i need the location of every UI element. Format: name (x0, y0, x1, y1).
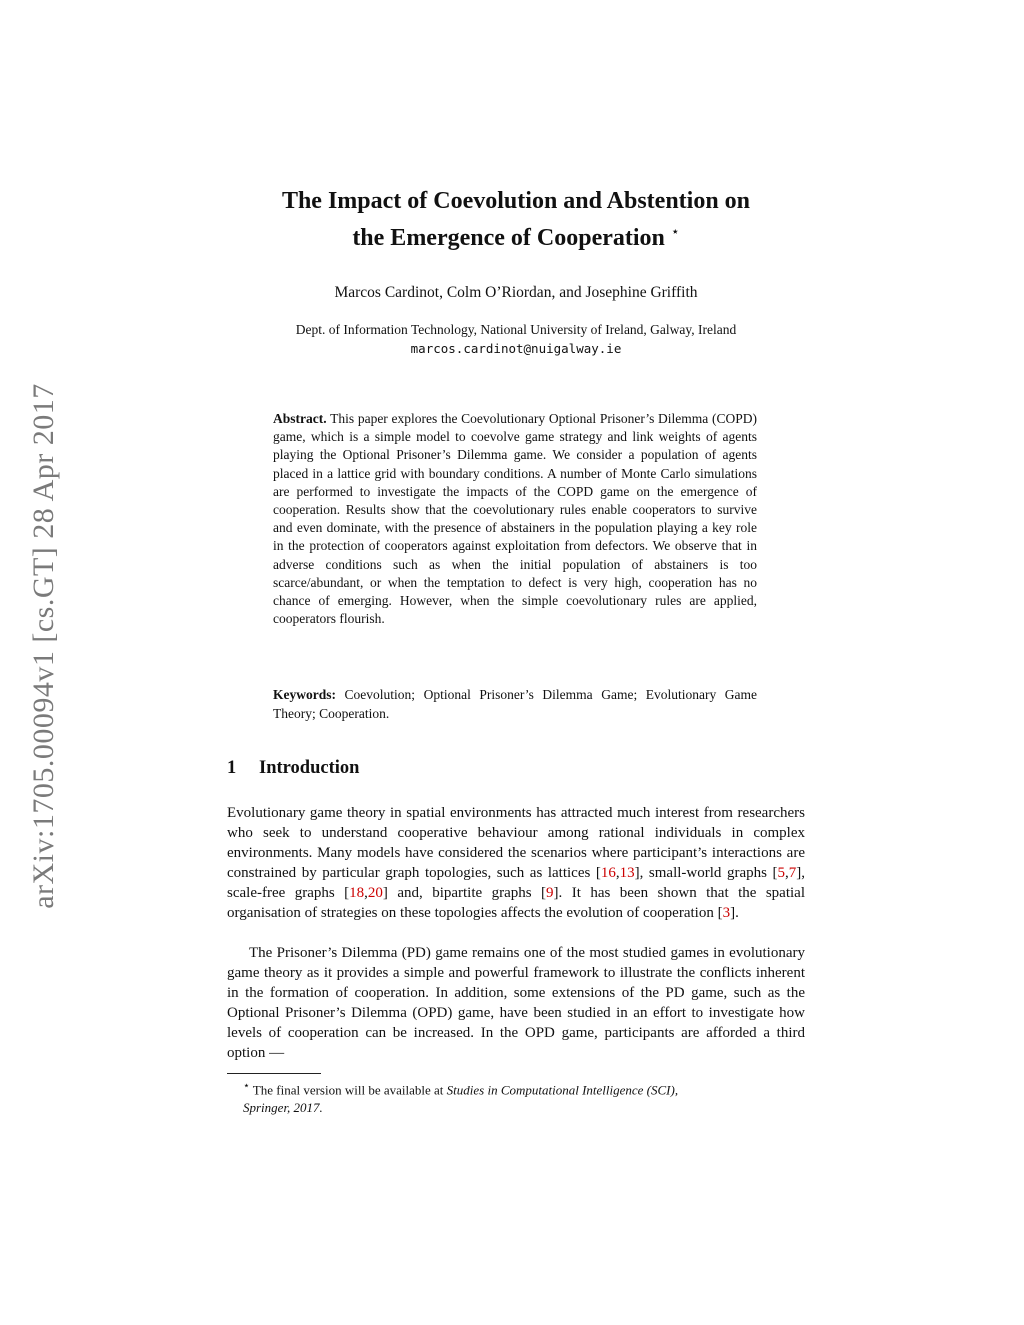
affiliation: Dept. of Information Technology, National University of Ireland, Galway, Ireland (295, 322, 737, 337)
citation-link[interactable]: 18 (349, 885, 365, 901)
citation-link[interactable]: 16 (600, 865, 616, 881)
paragraph-text: ] and, bipartite graphs [ (382, 885, 547, 901)
citation-link[interactable]: 13 (619, 865, 635, 881)
intro-paragraph-2: The Prisoner’s Dilemma (PD) game remains one of the most studied games in evolutionary game theory as it provides a simple and powerful framework to illustrate the conflicts inherent in the formation of cooperation. In addition, some extensions of the PD game, such as the Optional Prisoner’s Dilemma (OPD) game, have been studied in an effort to investigate how levels of cooperation can be increased. In the OPD game, participants are afforded a third option — (227, 945, 805, 1061)
section-number: 1 (227, 758, 237, 778)
title-line-2: the Emergence of Cooperation (352, 225, 665, 251)
footnote-divider (227, 1073, 321, 1074)
citation-link[interactable]: 3 (722, 905, 731, 921)
author-list: Marcos Cardinot, Colm O’Riordan, and Josephine Griffith (334, 284, 698, 301)
title-footnote-marker[interactable]: ⋆ (670, 225, 680, 240)
keywords-text: Coevolution; Optional Prisoner’s Dilemma Game; Evolutionary Game Theory; Cooperation. (273, 687, 757, 721)
citation-link[interactable]: 20 (367, 885, 383, 901)
paper-title (227, 186, 805, 254)
affiliation-block (227, 320, 805, 358)
section-heading (227, 758, 359, 779)
arxiv-identifier-stamp: arXiv:1705.00094v1 [cs.GT] 28 Apr 2017 (27, 383, 60, 909)
paragraph-text: , (364, 885, 368, 901)
keywords (273, 685, 757, 723)
footnote-venue-cont: Springer, 2017. (243, 1100, 323, 1116)
paragraph-text: ]. (730, 905, 739, 921)
paragraph-text: , (615, 865, 620, 881)
paragraph-text: ]. It has been shown that the spatial organisation of strategies on these topologies affects the evolution of cooperation [ (227, 885, 805, 921)
footnote (227, 1077, 805, 1117)
abstract (273, 410, 757, 628)
intro-paragraph-1 (227, 803, 805, 923)
paragraph-text: ], small-world graphs [ (634, 865, 778, 881)
footnote-text: The final version will be available at (252, 1082, 444, 1098)
paragraph-text: , (785, 865, 789, 881)
citation-link[interactable]: 5 (777, 865, 785, 881)
title-line-1: The Impact of Coevolution and Abstention on (281, 188, 751, 214)
author-email[interactable]: marcos.cardinot@nuigalway.ie (410, 341, 622, 356)
citation-link[interactable]: 9 (546, 885, 554, 901)
keywords-label: Keywords: (273, 687, 336, 702)
paragraph-text: Evolutionary game theory in spatial environments has attracted much interest from researchers who seek to understand cooperative behaviour among rational individuals in complex environments. Many models have considered the scenarios where participant’s interactions are constrained by particular graph topologies, such as lattices [ (227, 805, 805, 881)
abstract-label: Abstract. (273, 411, 327, 426)
footnote-venue: Studies in Computational Intelligence (SCI), (446, 1082, 679, 1098)
section-title: Introduction (259, 758, 360, 778)
footnote-marker: ⋆ (243, 1080, 250, 1092)
citation-link[interactable]: 7 (788, 865, 797, 881)
abstract-text: This paper explores the Coevolutionary Optional Prisoner’s Dilemma (COPD) game, which is a simple model to coevolve game strategy and link weights of agents playing the Optional Prisoner’s Dilemma game. We consider a population of agents placed in a lattice grid with boundary conditions. A number of Monte Carlo simulations are performed to investigate the impacts of the COPD game on the emergence of cooperation. Results show that the coevolutionary rules enable cooperators to survive and even dominate, with the presence of abstainers in the population playing a key role in the protection of cooperators against exploitation from defectors. We observe that in adverse conditions such as when the initial population of abstainers is too scarce/abundant, or when the temptation to defect is very high, cooperation has no chance of emerging. However, when the simple coevolutionary rules are applied, cooperators flourish. (273, 411, 757, 627)
paragraph-text: ], scale-free graphs [ (227, 865, 805, 901)
